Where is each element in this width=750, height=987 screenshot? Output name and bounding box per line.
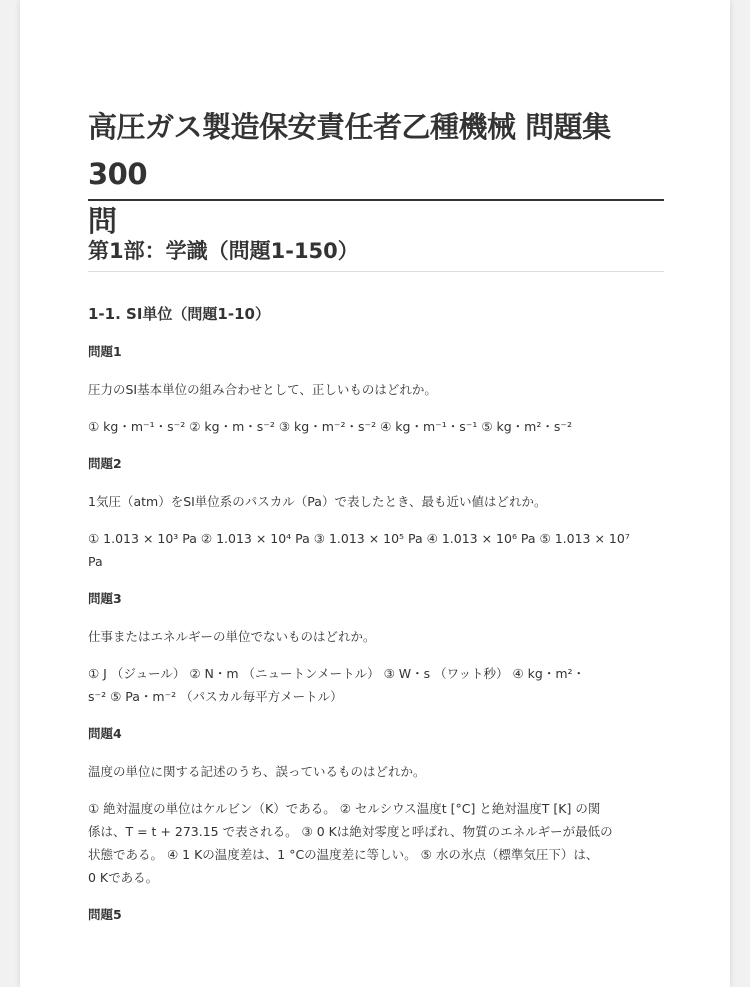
question-3-options-line: ① J （ジュール） ② N・m （ニュートンメートル） ③ W・s （ワット秒） ④ kg・m²・ xyxy=(88,666,586,681)
question-3-options xyxy=(88,662,664,708)
question-4-text: 温度の単位に関する記述のうち、誤っているものはどれか。 xyxy=(88,764,426,779)
question-1-options-line: ① kg・m⁻¹・s⁻² ② kg・m・s⁻² ③ kg・m⁻²・s⁻² ④ kg・m⁻¹・s⁻¹ ⑤ kg・m²・s⁻² xyxy=(88,419,572,434)
question-1-text: 圧力のSI基本単位の組み合わせとして、正しいものはどれか。 xyxy=(88,382,437,397)
part-divider xyxy=(88,271,664,272)
question-2-options-line: Pa xyxy=(88,554,103,569)
question-4-options-line: 0 Kである。 xyxy=(88,870,159,885)
question-3-text: 仕事またはエネルギーの単位でないものはどれか。 xyxy=(88,629,376,644)
title-divider xyxy=(88,199,664,201)
part-heading: 第1部：学識（問題1-150） xyxy=(88,239,359,263)
question-1-options xyxy=(88,415,664,438)
question-2-options xyxy=(88,527,664,573)
question-2-heading: 問題2 xyxy=(88,456,122,471)
document-title-line-1: 高圧ガス製造保安責任者乙種機械 問題集300 xyxy=(88,110,611,191)
question-4-options-line: 係は、T = t + 273.15 で表される。 ③ 0 Kは絶対零度と呼ばれ、物質のエネルギーが最低の xyxy=(88,824,613,839)
document-title xyxy=(88,104,664,245)
document-title-line-2: 問 xyxy=(88,204,117,238)
question-4-options xyxy=(88,797,664,889)
question-4-options-line: 状態である。 ④ 1 Kの温度差は、1 °Cの温度差に等しい。 ⑤ 水の氷点（標準気圧下）は、 xyxy=(88,847,599,862)
question-2-options-line: ① 1.013 × 10³ Pa ② 1.013 × 10⁴ Pa ③ 1.013 × 10⁵ Pa ④ 1.013 × 10⁶ Pa ⑤ 1.013 × 10⁷ xyxy=(88,531,630,546)
question-4-options-line: ① 絶対温度の単位はケルビン（K）である。 ② セルシウス温度t [°C] と絶対温度T [K] の関 xyxy=(88,801,601,816)
question-3-heading: 問題3 xyxy=(88,591,122,606)
question-4-heading: 問題4 xyxy=(88,726,122,741)
document-page xyxy=(20,0,730,987)
question-2-text: 1気圧（atm）をSI単位系のパスカル（Pa）で表したとき、最も近い値はどれか。 xyxy=(88,494,547,509)
question-3-options-line: s⁻² ⑤ Pa・m⁻² （パスカル毎平方メートル） xyxy=(88,689,343,704)
question-5-heading: 問題5 xyxy=(88,907,122,922)
section-heading: 1-1. SI単位（問題1-10） xyxy=(88,305,270,323)
question-1-heading: 問題1 xyxy=(88,344,122,359)
